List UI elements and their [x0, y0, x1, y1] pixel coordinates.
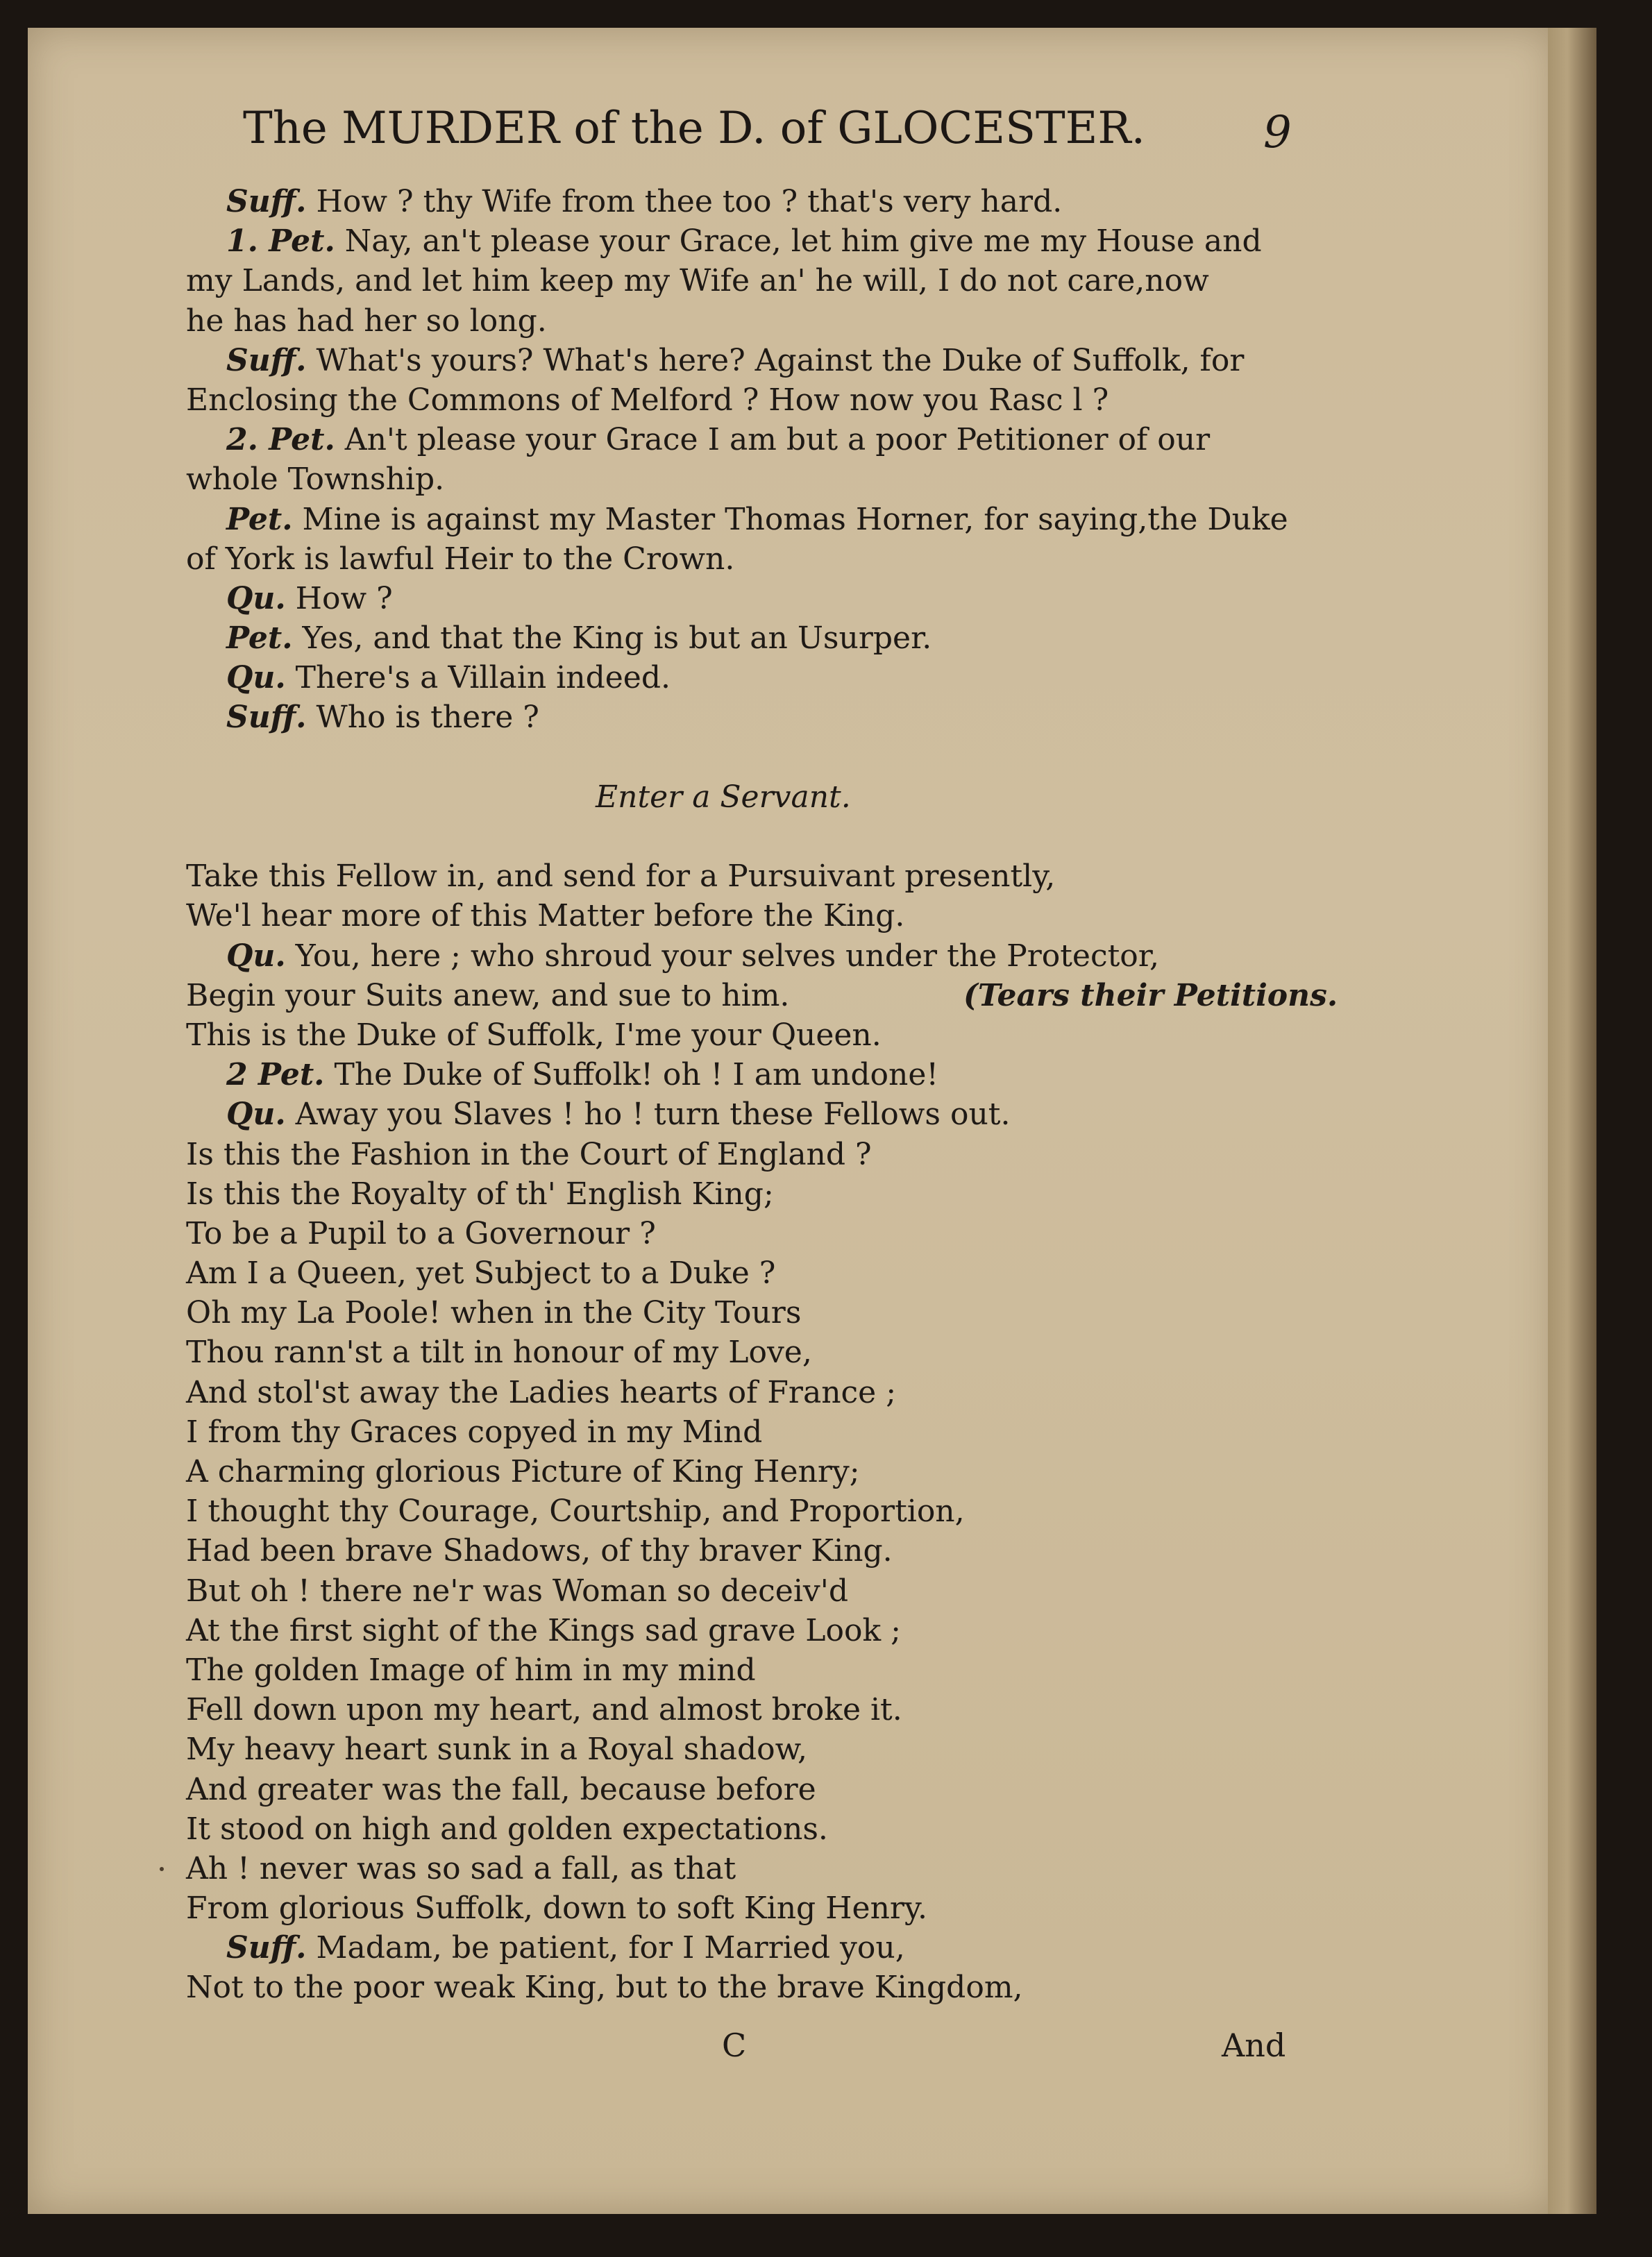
text-line: [186, 1730, 1297, 1769]
line-text: How ? thy Wife from thee too ? that's very hard.: [316, 184, 1063, 219]
text-line: [186, 1968, 1297, 2007]
dialogue-block-2: [186, 856, 1338, 2007]
line-text: Madam, be patient, for I Married you,: [316, 1930, 905, 1966]
line-text: To be a Pupil to a Governour ?: [186, 1215, 656, 1251]
line-text: How ?: [295, 580, 393, 616]
line-text: Take this Fellow in, and send for a Pursuivant presently,: [186, 859, 1056, 895]
text-line: [186, 182, 1297, 221]
text-line: [186, 539, 1297, 579]
text-line: [186, 1531, 1297, 1571]
line-text: There's a Villain indeed.: [295, 660, 671, 696]
text-line: [186, 420, 1297, 459]
line-text: My heavy heart sunk in a Royal shadow,: [186, 1732, 808, 1768]
speaker-label: 2. Pet.: [226, 422, 335, 458]
text-line: [186, 1333, 1297, 1372]
line-text: From glorious Suffolk, down to soft King Henry.: [186, 1891, 927, 1927]
speaker-label: 1. Pet.: [226, 223, 335, 260]
line-text: Enclosing the Commons of Melford ? How now you Rasc l ?: [186, 382, 1109, 418]
speaker-label: Suff.: [226, 700, 307, 736]
speaker-label: Qu.: [226, 580, 286, 616]
speaker-label: Pet.: [226, 501, 293, 537]
line-text: Had been brave Shadows, of thy braver King.: [186, 1533, 893, 1569]
text-line: [186, 380, 1297, 420]
line-text: But oh ! there ne'r was Woman so deceiv'd: [186, 1573, 849, 1609]
line-text: And stol'st away the Ladies hearts of France ;: [186, 1374, 897, 1410]
text-line: [186, 579, 1297, 618]
text-line: [186, 1015, 1297, 1055]
line-text: The golden Image of him in my mind: [186, 1652, 756, 1688]
text-line: [186, 1094, 1297, 1134]
text-line: [186, 261, 1297, 301]
line-text: And greater was the fall, because before: [186, 1771, 816, 1807]
line-text: Is this the Fashion in the Court of England ?: [186, 1136, 872, 1172]
line-text: he has had her so long.: [186, 303, 547, 339]
text-line: [186, 896, 1297, 936]
line-text: The Duke of Suffolk! oh ! I am undone!: [334, 1057, 939, 1093]
line-text: At the first sight of the Kings sad grave Look ;: [186, 1612, 901, 1648]
text-line: [186, 1135, 1297, 1174]
line-text: Am I a Queen, yet Subject to a Duke ?: [186, 1256, 776, 1292]
line-text: Fell down upon my heart, and almost broke it.: [186, 1692, 902, 1728]
page-edge: [1548, 28, 1596, 2214]
line-text: An't please your Grace I am but a poor Petitioner of our: [344, 422, 1211, 458]
line-text: Mine is against my Master Thomas Horner, for saying,the Duke: [302, 501, 1288, 537]
line-text: You, here ; who shroud your selves under the Protector,: [295, 938, 1159, 974]
text-line: [186, 936, 1297, 976]
text-line: [186, 1770, 1297, 1809]
catchword: And: [1222, 2027, 1286, 2064]
line-text: Yes, and that the King is but an Usurper.: [302, 620, 932, 657]
text-line: [186, 698, 1297, 737]
text-line: [186, 1373, 1297, 1412]
line-text: Nay, an't please your Grace, let him give me my House and: [344, 223, 1262, 260]
text-line: [186, 1412, 1297, 1452]
text-line: [186, 1452, 1297, 1491]
line-text: Who is there ?: [316, 700, 539, 736]
line-text: Begin your Suits anew, and sue to him.: [186, 977, 790, 1013]
text-line: [186, 341, 1297, 380]
line-text: What's yours? What's here? Against the Duke of Suffolk, for: [316, 342, 1245, 378]
text-line: [186, 1055, 1297, 1094]
line-text: It stood on high and golden expectations.: [186, 1811, 828, 1847]
text-line: [186, 1253, 1297, 1293]
text-line: [186, 1214, 1297, 1253]
page-header: [243, 90, 1423, 167]
signature-mark: C: [722, 2027, 747, 2064]
text-line: [186, 1491, 1297, 1531]
speaker-label: Qu.: [226, 938, 286, 974]
ink-mark: [160, 1867, 164, 1871]
speaker-label: Suff.: [226, 184, 307, 219]
line-text: whole Township.: [186, 462, 445, 498]
spacer: [186, 738, 1297, 777]
text-line: [186, 1650, 1297, 1690]
line-text: This is the Duke of Suffolk, I'me your Queen.: [186, 1017, 882, 1053]
text-line: [186, 1174, 1297, 1214]
text-line: [186, 500, 1297, 539]
line-text: A charming glorious Picture of King Henry;: [186, 1454, 860, 1489]
line-text: I thought thy Courage, Courtship, and Proportion,: [186, 1494, 965, 1530]
speaker-label: Qu.: [226, 660, 286, 696]
text-line: [186, 1928, 1297, 1968]
line-text: of York is lawful Heir to the Crown.: [186, 541, 735, 577]
text-line: [186, 856, 1297, 896]
line-text: Away you Slaves ! ho ! turn these Fellows out.: [295, 1097, 1011, 1133]
speaker-label: Pet.: [226, 620, 293, 657]
page-number: 9: [1263, 107, 1292, 158]
running-title: The MURDER of the D. of GLOCESTER.: [243, 103, 1145, 154]
text-line: [186, 1293, 1297, 1333]
text-line: [186, 459, 1297, 499]
line-text: Ah ! never was so sad a fall, as that: [186, 1850, 736, 1886]
speaker-label: 2 Pet.: [226, 1057, 325, 1093]
text-line: [186, 1888, 1297, 1928]
line-text: I from thy Graces copyed in my Mind: [186, 1414, 763, 1450]
body-text: [186, 182, 1338, 2008]
text-line: [186, 1571, 1297, 1611]
line-text: Thou rann'st a tilt in honour of my Love,: [186, 1335, 812, 1371]
text-line: [186, 1849, 1297, 1888]
line-text: Is this the Royalty of th' English King;: [186, 1176, 774, 1212]
text-line: [186, 976, 1338, 1015]
text-line: [186, 1611, 1297, 1650]
line-text: my Lands, and let him keep my Wife an' he will, I do not care,now: [186, 263, 1209, 299]
text-line: [186, 658, 1297, 698]
dialogue-block-1: [186, 182, 1297, 738]
speaker-label: Suff.: [226, 1930, 307, 1966]
spacer: [186, 817, 1297, 856]
line-text: Not to the poor weak King, but to the brave Kingdom,: [186, 1970, 1023, 2006]
speaker-label: Suff.: [226, 342, 307, 378]
text-line: [186, 618, 1297, 658]
text-line: [186, 1809, 1297, 1849]
line-text: Oh my La Poole! when in the City Tours: [186, 1295, 802, 1331]
text-line: [186, 1690, 1297, 1730]
text-line: [186, 301, 1297, 341]
stage-direction: Enter a Servant.: [596, 779, 851, 815]
inline-stage-direction: (Tears their Petitions.: [963, 977, 1338, 1013]
speaker-label: Qu.: [226, 1097, 286, 1133]
line-text: We'l hear more of this Matter before the King.: [186, 898, 905, 934]
text-line: [186, 221, 1297, 261]
